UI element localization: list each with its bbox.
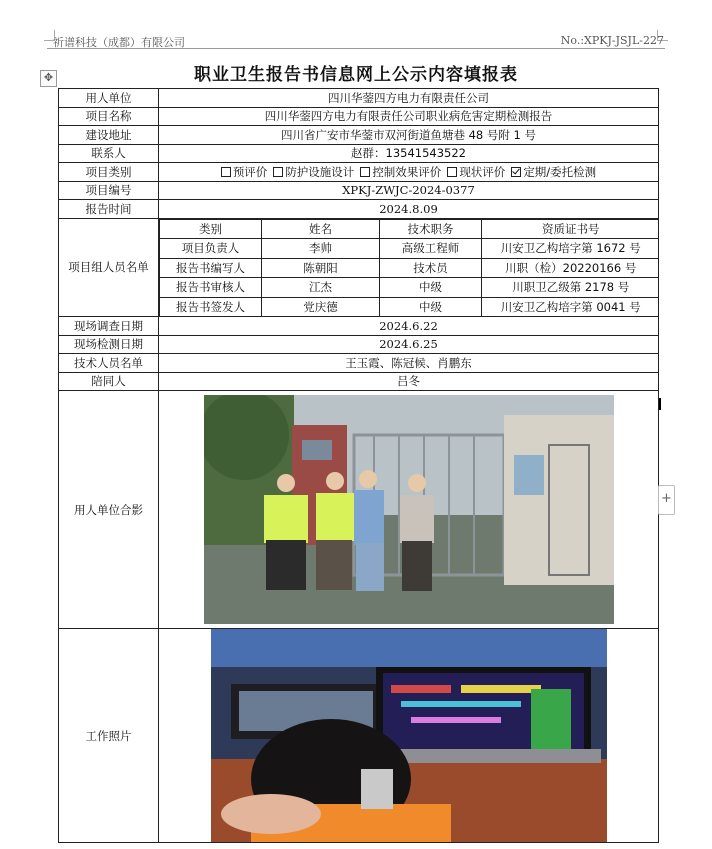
row-label: 报告时间 [59,200,159,219]
table-row [59,372,659,391]
table-row [59,317,659,336]
project-name-value[interactable]: 四川华蓥四方电力有限责任公司职业病危害定期检测报告 [159,107,659,126]
row-label: 用人单位 [59,89,159,108]
table-row [59,144,659,163]
group-photo[interactable] [204,395,614,624]
team-member-row [160,239,659,259]
table-row [59,391,659,629]
member-name[interactable]: 陈朝阳 [262,258,380,278]
member-role: 报告书审核人 [160,278,262,298]
contact-value[interactable]: 赵群：13541543522 [159,144,659,163]
survey-date-value[interactable]: 2024.6.22 [159,317,659,336]
member-cert[interactable]: 川职（检）20220166 号 [482,258,659,278]
address-value[interactable]: 四川省广安市华蓥市双河街道鱼塘巷 48 号附 1 号 [159,126,659,145]
member-role: 项目负责人 [160,239,262,259]
checkbox-periodic-test[interactable] [511,167,521,177]
team-member-row [160,278,659,298]
team-header: 类别 [160,219,262,239]
row-label: 项目类别 [59,163,159,182]
add-column-icon[interactable]: + [658,485,675,515]
row-label: 技术人员名单 [59,354,159,373]
test-date-value[interactable]: 2024.6.25 [159,335,659,354]
checkbox-pre-eval[interactable] [221,167,231,177]
group-photo-cell [159,391,659,629]
option-label: 现状评价 [459,164,506,179]
category-options [159,163,659,182]
member-name[interactable]: 李帅 [262,239,380,259]
row-label: 建设地址 [59,126,159,145]
page-title: 职业卫生报告书信息网上公示内容填报表 [194,65,518,85]
header-doc-number: No.:XPKJ-JSJL-227 [560,34,664,47]
table-row [59,181,659,200]
table-row [59,107,659,126]
table-row [59,126,659,145]
work-photo-image [211,629,607,842]
member-cert[interactable]: 川安卫乙构培字第 1672 号 [482,239,659,259]
option-label: 控制效果评价 [372,164,442,179]
team-cell [159,218,659,317]
member-name[interactable]: 党庆德 [262,297,380,316]
header-company: 祈谱科技（成都）有限公司 [53,36,185,49]
member-role: 报告书编写人 [160,258,262,278]
table-row [59,218,659,317]
group-photo-image [204,395,614,624]
project-number-value[interactable]: XPKJ-ZWJC-2024-0377 [159,181,659,200]
option-label: 防护设施设计 [285,164,355,179]
employer-value[interactable]: 四川华蓥四方电力有限责任公司 [159,89,659,108]
row-label: 项目编号 [59,181,159,200]
member-cert[interactable]: 川安卫乙构培字第 0041 号 [482,297,659,316]
work-photo[interactable] [211,629,607,842]
row-label: 用人单位合影 [59,391,159,629]
team-header-row [160,219,659,239]
technicians-value[interactable]: 王玉霞、陈冠候、肖鹏东 [159,354,659,373]
table-move-icon[interactable]: ✥ [40,70,57,87]
row-label: 陪同人 [59,372,159,391]
member-title[interactable]: 中级 [380,278,482,298]
header-divider [47,48,665,49]
team-member-row [160,258,659,278]
member-role: 报告书签发人 [160,297,262,316]
report-date-value[interactable]: 2024.8.09 [159,200,659,219]
table-row [59,335,659,354]
team-header: 资质证书号 [482,219,659,239]
text-cursor [659,398,661,410]
table-row [59,354,659,373]
member-title[interactable]: 高级工程师 [380,239,482,259]
table-row [59,629,659,843]
member-name[interactable]: 江杰 [262,278,380,298]
work-photo-cell [159,629,659,843]
team-header: 姓名 [262,219,380,239]
team-table [159,219,659,317]
row-label: 项目组人员名单 [59,218,159,317]
checkbox-status-eval[interactable] [447,167,457,177]
checkbox-protection-design[interactable] [273,167,283,177]
option-label: 预评价 [232,164,268,179]
member-cert[interactable]: 川职卫乙级第 2178 号 [482,278,659,298]
row-label: 项目名称 [59,107,159,126]
table-row [59,200,659,219]
table-row [59,89,659,108]
team-header: 技术职务 [380,219,482,239]
row-label: 现场调查日期 [59,317,159,336]
table-row [59,163,659,182]
member-title[interactable]: 中级 [380,297,482,316]
row-label: 联系人 [59,144,159,163]
row-label: 工作照片 [59,629,159,843]
escort-value[interactable]: 吕冬 [159,372,659,391]
checkbox-control-effect[interactable] [360,167,370,177]
option-label: 定期/委托检测 [523,164,597,179]
member-title[interactable]: 技术员 [380,258,482,278]
row-label: 现场检测日期 [59,335,159,354]
info-table [58,88,659,843]
team-member-row [160,297,659,316]
